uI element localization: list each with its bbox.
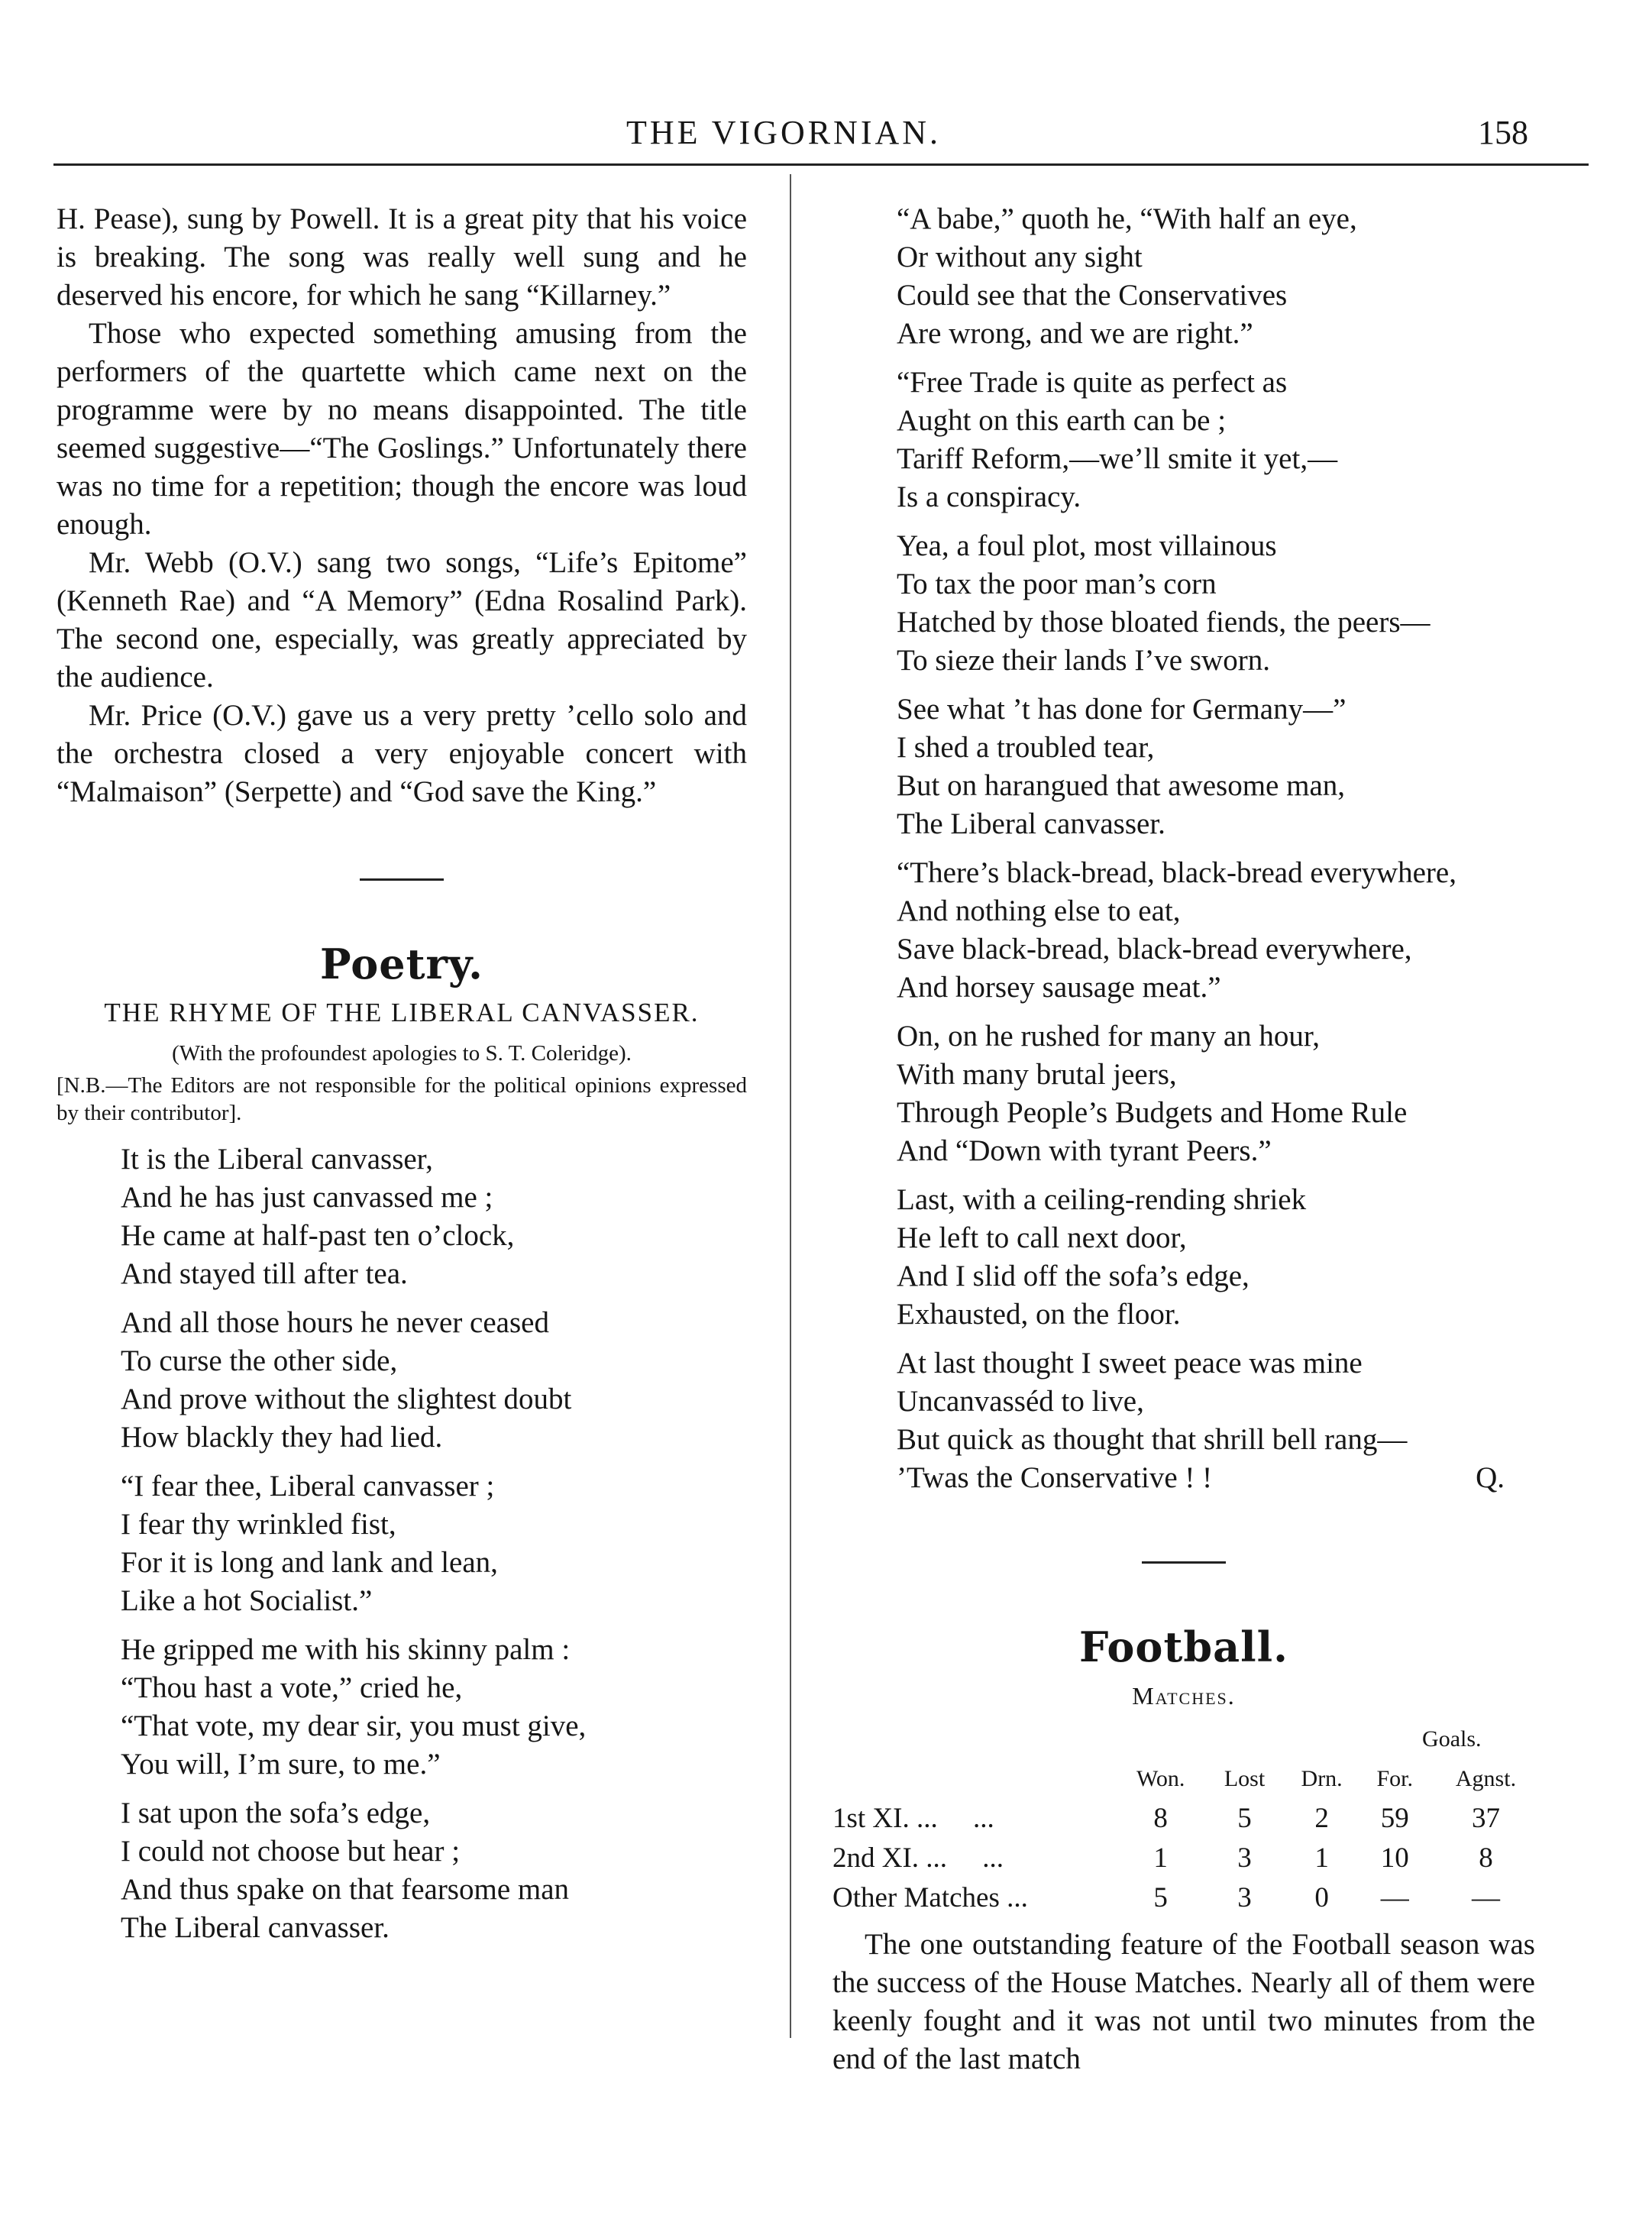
column-header: For.	[1376, 1766, 1414, 1791]
poem-line: To tax the poor man’s corn	[897, 568, 1217, 600]
football-heading: Football.	[1079, 1622, 1288, 1671]
poem-subtitle: (With the profoundest apologies to S. T. Coleridge).	[172, 1041, 632, 1066]
cell-won: 8	[1153, 1803, 1168, 1834]
goals-header: Goals.	[1422, 1726, 1482, 1752]
poem-line: On, on he rushed for many an hour,	[897, 1020, 1321, 1053]
poem-line: And I slid off the sofa’s edge,	[897, 1260, 1250, 1292]
row-label	[832, 1878, 1115, 1918]
paragraph: H. Pease), sung by Powell. It is a great pity that his voice is breaking. The song was really well sung and he deserved his encore, for which he sang “Killarney.”	[57, 202, 747, 312]
poem-line: “That vote, my dear sir, you must give,	[121, 1710, 587, 1742]
stanza	[897, 527, 1535, 680]
poem-part-one	[57, 1140, 747, 1947]
poem-line: Are wrong, and we are right.”	[897, 317, 1253, 350]
stanza	[121, 1794, 747, 1947]
column-header: Agnst.	[1455, 1766, 1517, 1791]
poem-line: And thus spake on that fearsome man	[121, 1873, 570, 1906]
paragraph: Mr. Price (O.V.) gave us a very pretty ’cello solo and the orchestra closed a very enjoyable concert with “Malmaison” (Serpette) and “God save the King.”	[57, 699, 747, 808]
poem-note: [N.B.—The Editors are not responsible for the political opinions expressed by their contributor].	[57, 1073, 747, 1125]
poem-line: I could not choose but hear ;	[121, 1835, 461, 1868]
poem-title: THE RHYME OF THE LIBERAL CANVASSER.	[104, 998, 700, 1027]
cell-drawn: 1	[1314, 1842, 1329, 1874]
poem-line	[897, 1459, 1505, 1497]
stanza	[121, 1631, 747, 1784]
poem-line: I fear thy wrinkled fist,	[121, 1508, 396, 1541]
row-leader: ...	[1007, 1882, 1028, 1913]
row-label-text: Other Matches	[832, 1882, 1000, 1913]
right-column	[832, 200, 1535, 2078]
poetry-heading: Poetry.	[320, 940, 483, 988]
matches-table	[832, 1719, 1543, 1918]
paragraph: Mr. Webb (O.V.) sang two songs, “Life’s Epitome” (Kenneth Rae) and “A Memory” (Edna Rosalind Park). The second one, especially, was greatly appreciated by the audience.	[57, 546, 747, 694]
poem-line: Yea, a foul plot, most villainous	[897, 529, 1277, 562]
running-head	[0, 113, 1652, 159]
column-header: Lost	[1224, 1766, 1266, 1791]
poem-line: And horsey sausage meat.”	[897, 971, 1221, 1004]
poem-line: He gripped me with his skinny palm :	[121, 1633, 571, 1666]
poem-line: But quick as thought that shrill bell rang—	[897, 1423, 1408, 1456]
table-header	[832, 1759, 1543, 1799]
poem-line: He left to call next door,	[897, 1221, 1187, 1254]
poem-line: “A babe,” quoth he, “With half an eye,	[897, 202, 1357, 235]
stanza	[897, 1344, 1535, 1497]
poem-line: To curse the other side,	[121, 1344, 398, 1377]
poem-line: For it is long and lank and lean,	[121, 1546, 498, 1579]
row-label-text: 2nd XI.	[832, 1842, 920, 1874]
cell-goals-against: 8	[1479, 1842, 1493, 1874]
column-divider	[790, 174, 791, 2038]
cell-lost: 5	[1237, 1803, 1252, 1834]
poem-line: “I fear thee, Liberal canvasser ;	[121, 1470, 495, 1503]
row-leader: ... ...	[916, 1803, 994, 1834]
header-rule	[53, 163, 1589, 166]
poem-line: Is a conspiracy.	[897, 480, 1081, 513]
poem-line: And all those hours he never ceased	[121, 1306, 549, 1339]
poem-line: Exhausted, on the floor.	[897, 1298, 1181, 1331]
left-column	[57, 200, 747, 1958]
row-label	[832, 1839, 1115, 1878]
poem-line: But on harangued that awesome man,	[897, 769, 1345, 802]
row-label-text: 1st XI.	[832, 1803, 910, 1834]
poem-signature: Q.	[1476, 1461, 1505, 1494]
poem-line-text: ’Twas the Conservative ! !	[897, 1461, 1213, 1494]
poem-line: The Liberal canvasser.	[897, 807, 1165, 840]
poem-line: How blackly they had lied.	[121, 1421, 443, 1454]
poem-line: And prove without the slightest doubt	[121, 1383, 572, 1415]
stanza	[897, 1017, 1535, 1170]
matches-heading: Matches.	[1132, 1682, 1236, 1710]
poem-line: Could see that the Conservatives	[897, 279, 1288, 312]
poem-line: Hatched by those bloated fiends, the peers—	[897, 606, 1431, 639]
cell-lost: 3	[1237, 1882, 1252, 1913]
table-row	[832, 1799, 1543, 1839]
table-row	[832, 1878, 1543, 1918]
table-header-goals	[832, 1719, 1543, 1759]
poem-line: See what ’t has done for Germany—”	[897, 693, 1346, 726]
cell-lost: 3	[1237, 1842, 1252, 1874]
row-leader: ... ...	[926, 1842, 1004, 1874]
poem-line: “There’s black-bread, black-bread everywhere,	[897, 856, 1456, 889]
poem-line: And stayed till after tea.	[121, 1257, 408, 1290]
poem-line: And nothing else to eat,	[897, 894, 1181, 927]
poem-line: At last thought I sweet peace was mine	[897, 1347, 1363, 1380]
page-number: 158	[1478, 114, 1528, 151]
stanza	[121, 1304, 747, 1457]
cell-goals-against: —	[1471, 1882, 1500, 1913]
cell-drawn: 2	[1314, 1803, 1329, 1834]
poem-line: Last, with a ceiling-rending shriek	[897, 1183, 1307, 1216]
poem-line: With many brutal jeers,	[897, 1058, 1177, 1091]
poem-line: I sat upon the sofa’s edge,	[121, 1797, 431, 1829]
cell-won: 1	[1153, 1842, 1168, 1874]
poem-line: To sieze their lands I’ve sworn.	[897, 644, 1270, 677]
stanza	[121, 1140, 747, 1293]
poem-line: Save black-bread, black-bread everywhere,	[897, 933, 1412, 966]
poem-line: Aught on this earth can be ;	[897, 404, 1227, 437]
poem-line: You will, I’m sure, to me.”	[121, 1748, 441, 1781]
paragraph: Those who expected something amusing from the performers of the quartette which came next on the programme were by no means disappointed. The title seemed suggestive—“The Goslings.” Unfortunately there was no time for a repetition; though the encore was loud enough.	[57, 317, 747, 541]
journal-title: THE VIGORNIAN.	[626, 114, 942, 151]
stanza	[121, 1467, 747, 1620]
poem-line: I shed a troubled tear,	[897, 731, 1155, 764]
poem-line: “Thou hast a vote,” cried he,	[121, 1671, 463, 1704]
stanza	[897, 1181, 1535, 1334]
poem-line: He came at half-past ten o’clock,	[121, 1219, 515, 1252]
poem-line: “Free Trade is quite as perfect as	[897, 366, 1288, 399]
poem-line: It is the Liberal canvasser,	[121, 1143, 433, 1176]
table-row	[832, 1839, 1543, 1878]
cell-goals-for: 10	[1380, 1842, 1409, 1874]
cell-goals-for: 59	[1380, 1803, 1409, 1834]
poem-line: Through People’s Budgets and Home Rule	[897, 1096, 1408, 1129]
stanza	[897, 200, 1535, 353]
column-header: Won.	[1136, 1766, 1185, 1791]
poem-line: And he has just canvassed me ;	[121, 1181, 493, 1214]
poem-line: Like a hot Socialist.”	[121, 1584, 373, 1617]
stanza	[897, 364, 1535, 516]
poem-line: Tariff Reform,—we’ll smite it yet,—	[897, 442, 1338, 475]
poem-part-two	[832, 200, 1535, 1497]
cell-goals-for: —	[1380, 1882, 1409, 1913]
cell-drawn: 0	[1314, 1882, 1329, 1913]
poem-line: The Liberal canvasser.	[121, 1911, 390, 1944]
row-label	[832, 1799, 1115, 1839]
football-paragraph: The one outstanding feature of the Football season was the success of the House Matches. Nearly all of them were keenly fought and it was not until two minutes from the end of the last match	[832, 1928, 1535, 2075]
poem-line: Or without any sight	[897, 241, 1143, 273]
cell-goals-against: 37	[1471, 1803, 1500, 1834]
column-header: Drn.	[1301, 1766, 1343, 1791]
poem-line: And “Down with tyrant Peers.”	[897, 1134, 1272, 1167]
stanza	[897, 691, 1535, 843]
poem-line: Uncanvasséd to live,	[897, 1385, 1144, 1418]
stanza	[897, 854, 1535, 1007]
cell-won: 5	[1153, 1882, 1168, 1913]
